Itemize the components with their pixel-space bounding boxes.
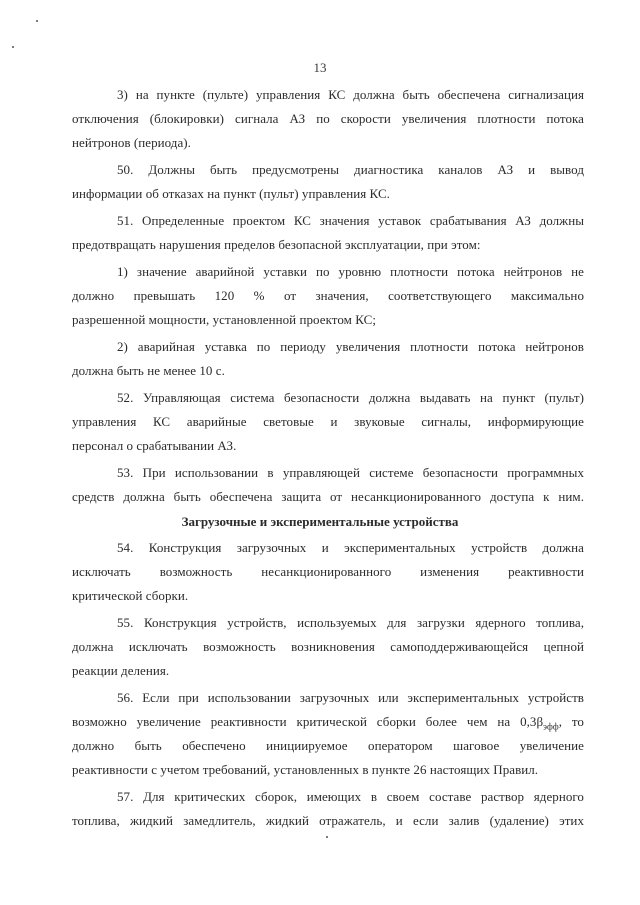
text-line: предотвращать нарушения пределов безопасной эксплуатации, при этом: bbox=[72, 237, 481, 252]
text-line: разрешенной мощности, установленной проектом КС; bbox=[72, 312, 376, 327]
text-line: должна исключать возможность возникновения самоподдерживающейся цепной bbox=[72, 639, 584, 654]
text-line: 3) на пункте (пульте) управления КС должна быть обеспечена сигнализация bbox=[117, 87, 584, 102]
page-number: 13 bbox=[313, 60, 327, 75]
text-line: должно быть обеспечено инициируемое оператором шаговое увеличение bbox=[72, 738, 584, 753]
text-line bbox=[72, 714, 584, 735]
text-line: 53. При использовании в управляющей системе безопасности программных bbox=[117, 465, 584, 480]
text-line: 51. Определенные проектом КС значения уставок срабатывания АЗ должны bbox=[117, 213, 584, 228]
beta-text: возможно увеличение реактивности критической сборки более чем на 0,3β bbox=[72, 714, 544, 729]
scan-speck bbox=[326, 836, 328, 838]
text-line: исключать возможность несанкционированного изменения реактивности bbox=[72, 564, 584, 579]
section-heading: Загрузочные и экспериментальные устройства bbox=[181, 514, 459, 529]
text-line: 1) значение аварийной уставки по уровню плотности потока нейтронов не bbox=[117, 264, 584, 279]
beta-subscript: эфф bbox=[543, 721, 559, 732]
text-line: должно превышать 120 % от значения, соответствующего максимально bbox=[72, 288, 584, 303]
text-line: реактивности с учетом требований, установленных в пункте 26 настоящих Правил. bbox=[72, 762, 539, 777]
text-line: персонал о срабатывании АЗ. bbox=[72, 438, 237, 453]
text-line: 2) аварийная уставка по периоду увеличения плотности потока нейтронов bbox=[117, 339, 584, 354]
text-line: 55. Конструкция устройств, используемых для загрузки ядерного топлива, bbox=[117, 615, 584, 630]
text-line: управления КС аварийные световые и звуковые сигналы, информирующие bbox=[72, 414, 584, 429]
scan-speck bbox=[12, 46, 14, 48]
text-line: 50. Должны быть предусмотрены диагностика каналов АЗ и вывод bbox=[117, 162, 584, 177]
text-line: 57. Для критических сборок, имеющих в своем составе раствор ядерного bbox=[117, 789, 584, 804]
scan-speck bbox=[36, 20, 38, 22]
text-line: 56. Если при использовании загрузочных или экспериментальных устройств bbox=[117, 690, 584, 705]
text-line: топлива, жидкий замедлитель, жидкий отражатель, и если залив (удаление) этих bbox=[72, 813, 584, 828]
text-line: нейтронов (периода). bbox=[72, 135, 191, 150]
text-line: должна быть не менее 10 с. bbox=[72, 363, 225, 378]
text-line: 54. Конструкция загрузочных и экспериментальных устройств должна bbox=[117, 540, 584, 555]
text-line: средств должна быть обеспечена защита от несанкционированного доступа к ним. bbox=[72, 489, 584, 504]
text-line: информации об отказах на пункт (пульт) управления КС. bbox=[72, 186, 390, 201]
text-line: отключения (блокировки) сигнала АЗ по скорости увеличения плотности потока bbox=[72, 111, 584, 126]
text-line: реакции деления. bbox=[72, 663, 170, 678]
text-line: критической сборки. bbox=[72, 588, 189, 603]
beta-tail: , то bbox=[558, 714, 584, 729]
text-line: 52. Управляющая система безопасности должна выдавать на пункт (пульт) bbox=[117, 390, 584, 405]
